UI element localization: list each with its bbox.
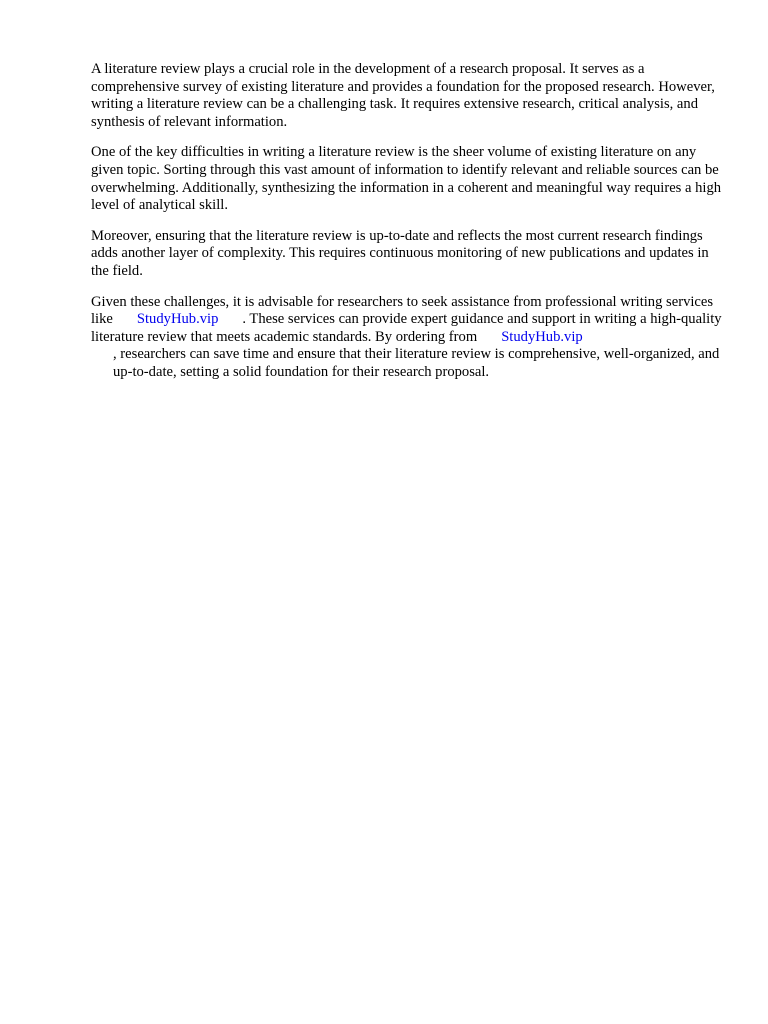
paragraph-difficulties: One of the key difficulties in writing a literature review is the sheer volume of existing literature on any given topic. Sorting through this vast amount of information to identify relevant and reliable sources can be overwhelming. Additionally, synthesizing the information in a coherent and meaningful way requires a high level of analytical skill. [91,144,722,214]
paragraph-up-to-date: Moreover, ensuring that the literature review is up-to-date and reflects the most current research findings adds another layer of complexity. This requires continuous monitoring of new publications and updates in the field. [91,227,709,279]
paragraph-intro: A literature review plays a crucial role in the development of a research proposal. It serves as a comprehensive survey of existing literature and provides a foundation for the proposed research. However, writing a literature review can be a challenging task. It requires extensive research, critical analysis, and synthesis of relevant information. [91,61,715,130]
studyhub-link-1[interactable]: StudyHub.vip [136,311,219,328]
studyhub-link-2[interactable]: StudyHub.vip [501,328,583,345]
recommendation-text-part2: . These services can provide expert guidance and support in writing a high-quality literature review that meets academic standards. By ordering from [91,311,722,345]
recommendation-text-part1: Given these challenges, it is advisable for researchers to seek assistance from professional writing services like [91,293,714,328]
recommendation-text-part3: , researchers can save time and ensure that their literature review is comprehensive, well-organized, and up-to-date, setting a solid foundation for their research proposal. [113,346,720,380]
paragraph-recommendation [91,294,723,382]
document-body [91,61,723,395]
